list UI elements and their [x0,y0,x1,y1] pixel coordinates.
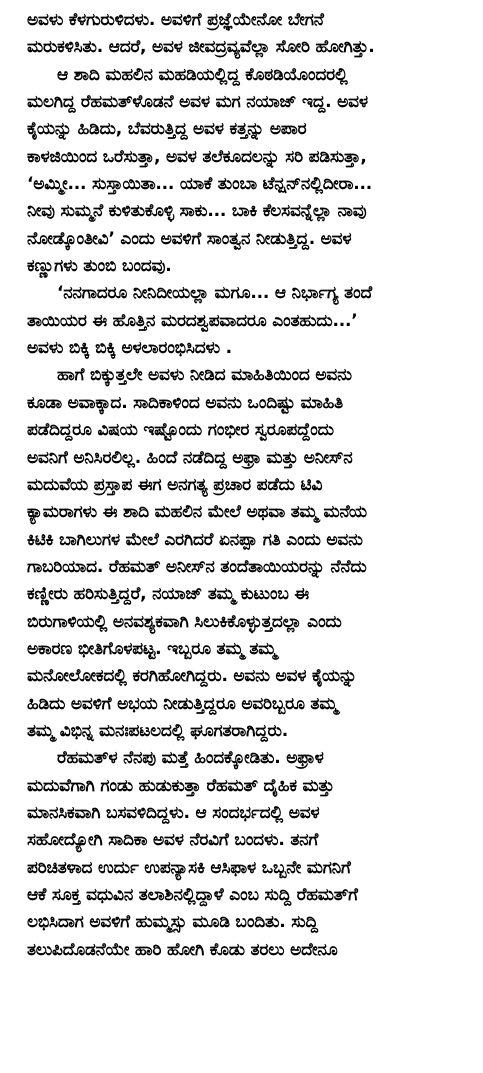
text-line: ಪಡೆದಿದ್ದರೂ ವಿಷಯ ಇಷ್ಟೊಂದು ಗಂಭೀರ ಸ್ವರೂಪದ್ದೆಂದು [27,420,334,441]
text-line: ಅವಳು ಕೆಳಗುರುಳಿದಳು. ಅವಳಿಗೆ ಪ್ರಜ್ಞೆಯೇನೋ ಬೇಗನೆ [27,10,324,30]
text-line: ಲಭಿಸಿದಾಗ ಅವಳಿಗೆ ಹುಮ್ಮಸ್ಸು ಮೂಡಿ ಬಂದಿತು. ಸುದ್ದಿ [27,912,318,933]
text-line: ಮರುಕಳಿಸಿತು. ಆದರೆ, ಅವಳ ಜೀವದ್ರವ್ಯವೆಲ್ಲಾ ಸೋರಿ ಹೋಗಿತ್ತು. [27,37,375,58]
text-line: ಕಿಟಿಕಿ ಬಾಗಿಲುಗಳ ಮೇಲೆ ಎರಗಿದರೆ ಏನಪ್ಪಾ ಗತಿ ಎಂದು ಅವನು [27,529,363,550]
text-line: ಆಕೆ ಸೂಕ್ತ ವಧುವಿನ ತಲಾಶಿನಲ್ಲಿದ್ದಾಳೆ ಎಂಬ ಸುದ್ದಿ ರೆಹಮತ್‌ಗೆ [27,885,358,905]
text-line: ಕಣ್ಣೀರು ಹರಿಸುತ್ತಿದ್ದರೆ, ನಯಾಜ್ ತಮ್ಮ ಕುಟುಂಬ ಈ [27,584,309,605]
text-line: ಕಾಳಜಿಯಿಂದ ಒರೆಸುತ್ತಾ, ಅವಳ ತಲೆಕೂದಲನ್ನು ಸರಿ ಪಡಿಸುತ್ತಾ, [27,146,367,167]
text-line: ಕೈಯನ್ನು ಹಿಡಿದು, ಬೆವರುತ್ತಿದ್ದ ಅವಳ ಕತ್ತನ್ನು ಅಪಾರ [27,119,307,140]
text-line: ತಾಯಿಯರ ಈ ಹೊತ್ತಿನ ಮರದಶ್ವಪವಾದರೂ ಎಂತಹುದು...’ [27,310,358,331]
text-line: ನೋಡ್ಕೊಂತೀವಿ’ ಎಂದು ಅವಳಿಗೆ ಸಾಂತ್ವನ ನೀಡುತ್ತಿದ್ದ. ಅವಳ [27,228,352,249]
text-line: ಬಿರುಗಾಳಿಯಲ್ಲಿ ಅನವಶ್ಯಕವಾಗಿ ಸಿಲುಕಿಕೊಳ್ಳುತ್ತದಲ್ಲಾ ಎಂದು [27,611,342,632]
text-line: ಮದುವೆಗಾಗಿ ಗಂಡು ಹುಡುಕುತ್ತಾ ರೆಹಮತ್ ದೈಹಿಕ ಮತ್ತು [27,775,335,796]
text-line: ಆ ಶಾದಿ ಮಹಲಿನ ಮಹಡಿಯಲ್ಲಿದ್ದ ಕೊಠಡಿಯೊಂದರಲ್ಲಿ [57,64,348,85]
text-line: ಅವಳು ಬಿಕ್ಕಿ ಬಿಕ್ಕಿ ಅಳಲಾರಂಭಿಸಿದಳು . [27,338,232,359]
text-line: ಗಾಬರಿಯಾದ. ರೆಹಮತ್ ಅನೀಸ್‌ನ ತಂದೆತಾಯಿಯರನ್ನು ನೆನೆದು [27,556,367,577]
text-line: ಹಿಡಿದು ಅವಳಿಗೆ ಅಭಯ ನೀಡುತ್ತಿದ್ದರೂ ಅವರಿಬ್ಬರೂ ತಮ್ಮ [27,693,338,714]
text-line: ಮಾನಸಿಕವಾಗಿ ಬಸವಳಿದಿದ್ದಳು. ಆ ಸಂದರ್ಭದಲ್ಲಿ ಅವಳ [27,802,320,823]
text-line: ಕೂಡಾ ಅವಾಕ್ಕಾದ. ಸಾದಿಕಾಳಿಂದ ಅವನು ಒಂದಿಷ್ಟು ಮಾಹಿತಿ [27,392,343,413]
text-line: ಸಹೋದ್ಯೋಗಿ ಸಾದಿಕಾ ಅವಳ ನೆರವಿಗೆ ಬಂದಳು. ತನಗೆ [27,830,319,851]
text-line: ನೀವು ಸುಮ್ಮನೆ ಕುಳಿತುಕೊಳ್ಳಿ ಸಾಕು... ಬಾಕಿ ಕೆಲಸವನ್ನೆಲ್ಲಾ ನಾವು [27,201,367,222]
body-text [27,7,471,964]
text-line: ಹಾಗೆ ಬಿಕ್ಕುತ್ತಲೇ ಅವಳು ನೀಡಿದ ಮಾಹಿತಿಯಿಂದ ಅವನು [57,365,352,386]
text-line: ಅಕಾರಣ ಭೀತಿಗೊಳಪಟ್ಟ. ಇಬ್ಬರೂ ತಮ್ಮ ತಮ್ಮ [27,638,277,659]
text-line: ತಮ್ಮ ವಿಭಿನ್ನ ಮನಃಪಟಲದಲ್ಲಿ ಘೂಗತರಾಗಿದ್ದರು. [27,720,288,741]
text-line: ಪರಿಚಿತಳಾದ ಉರ್ದು ಉಪನ್ಯಾಸಕಿ ಆಸಿಫಾಳ ಒಬ್ಬನೇ ಮಗನಿಗೆ [27,857,351,878]
text-line: ಮಲಗಿದ್ದ ರೆಹಮತ್‌ಳೊಡನೆ ಅವಳ ಮಗ ನಯಾಜ್ ಇದ್ದ. ಅವಳ [27,92,368,113]
text-line: ರೆಹಮತ್‌ಳ ನೆನಪು ಮತ್ತೆ ಹಿಂದಕ್ಕೋಡಿತು. ಅಫ್ರಾಳ [57,748,324,769]
text-line: ಮನೋಲೋಕದಲ್ಲಿ ಕರಗಿಹೋಗಿದ್ದರು. ಅವನು ಅವಳ ಕೈಯನ್ನು [27,666,357,687]
text-line: ‘ನನಗಾದರೂ ನೀನಿದೀಯಲ್ಲಾ ಮಗೂ... ಆ ನಿರ್ಭಾಗ್ಯ ತಂದೆ [57,283,372,304]
text-line: ಕಣ್ಣುಗಳು ತುಂಬಿ ಬಂದವು. [27,256,172,277]
text-line: ಮದುವೆಯ ಪ್ರಸ್ತಾಪ ಈಗ ಅನಗತ್ಯ ಪ್ರಚಾರ ಪಡೆದು ಟಿವಿ [27,474,323,495]
text-line: ಅವನಿಗೆ ಅನಿಸಿರಲಿಲ್ಲ. ಹಿಂದೆ ನಡೆದಿದ್ದ ಅಫ್ರಾ ಮತ್ತು ಅನೀಸ್‌ನ [27,447,353,468]
text-line: ಕ್ಯಾಮರಾಗಳು ಈ ಶಾದಿ ಮಹಲಿನ ಮೇಲೆ ಅಥವಾ ತಮ್ಮ ಮನೆಯ [27,502,367,523]
text-line: ತಲುಪಿದೊಡನೆಯೇ ಹಾರಿ ಹೋಗಿ ಕೊಡು ತರಲು ಅದೇನೂ [27,939,338,960]
text-line: ‘ಅಮ್ಮೀ... ಸುಸ್ತಾಯಿತಾ... ಯಾಕೆ ತುಂಬಾ ಟೆನ್ಷನ್‌ನಲ್ಲಿದೀರಾ... [27,174,373,195]
